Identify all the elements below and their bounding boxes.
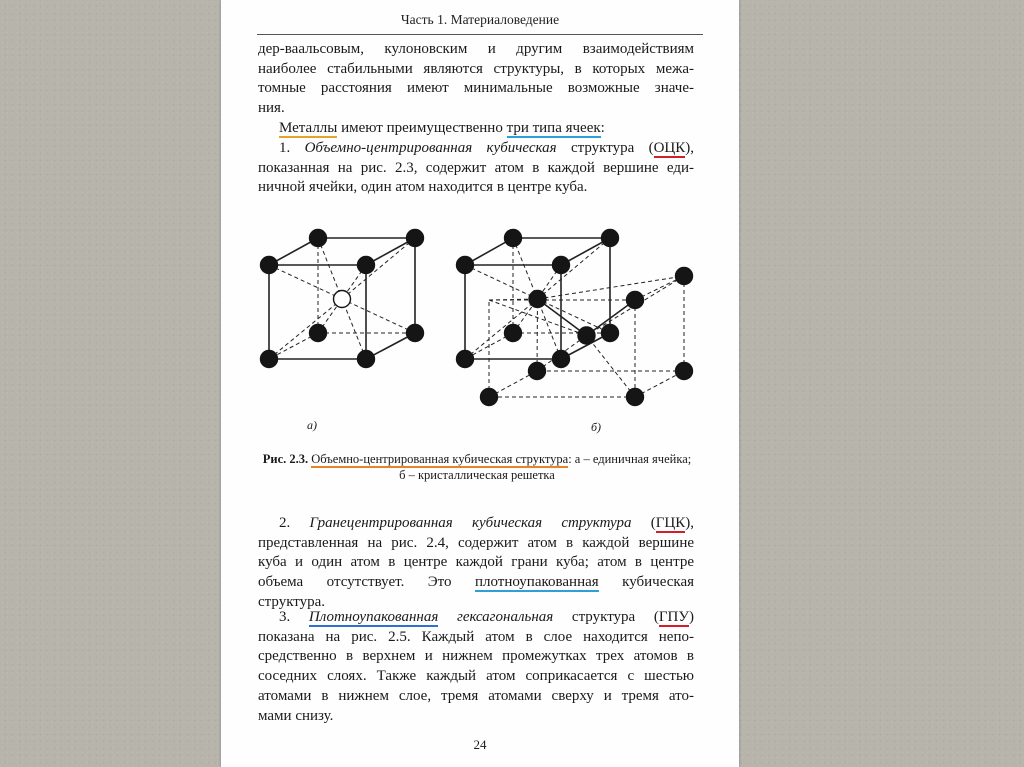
atom	[481, 389, 498, 406]
text-line: соседних слоях. Также каждый атом соприкасается с шестью	[258, 668, 694, 685]
text-fragment: структура (	[556, 140, 654, 156]
atom	[578, 327, 595, 344]
atom	[505, 325, 522, 342]
atom	[602, 325, 619, 342]
caption-title: Объемно-центрированная кубическая структура	[311, 452, 569, 466]
atom	[627, 292, 644, 309]
atom	[505, 230, 522, 247]
abbr-fcc: ГЦК	[655, 515, 686, 531]
body-diagonal	[465, 265, 538, 299]
text-fragment: :	[600, 120, 605, 136]
atom	[553, 257, 570, 274]
figure-caption	[259, 451, 695, 483]
text-line: атомами в нижнем слое, тремя атомами сверху и тремя ато-	[258, 687, 694, 704]
item-hcp	[258, 608, 694, 726]
atom	[358, 257, 375, 274]
text-fragment: структура (	[553, 609, 659, 625]
text-line	[258, 514, 694, 534]
text-line: мами снизу.	[258, 707, 334, 724]
body-diagonal	[342, 238, 415, 299]
body-diagonal	[342, 299, 415, 333]
term-fcc: Гранецентрированная кубическая структура	[309, 515, 632, 531]
text-fragment: объема отсутствует. Это	[258, 574, 475, 591]
body-diagonal	[587, 336, 636, 398]
atom	[261, 257, 278, 274]
atom	[529, 291, 546, 308]
atom	[310, 230, 327, 247]
term-bcc: Объемно-центрированная кубическая	[304, 140, 557, 156]
text-line	[258, 608, 694, 628]
atom	[676, 268, 693, 285]
highlight-metals: Металлы	[279, 120, 338, 136]
text-line	[258, 573, 694, 593]
text-fragment: (	[631, 515, 656, 531]
body-diagonal	[513, 238, 538, 299]
atom	[529, 363, 546, 380]
atom	[457, 351, 474, 368]
text-line: ничной ячейки, один атом находится в центре куба.	[258, 179, 588, 196]
caption-line: б – кристаллическая решетка	[399, 468, 555, 482]
text-line: показана на рис. 2.5. Каждый атом в слое находится непо-	[258, 628, 694, 645]
body-diagonal	[538, 238, 611, 299]
hidden-edge	[537, 299, 538, 371]
atom	[310, 325, 327, 342]
text-line: дер-ваальсовым, кулоновским и другим взаимодействиям	[258, 41, 694, 57]
text-line: наиболее стабильными являются структуры, в которых межа-	[258, 60, 694, 77]
text-fragment: имеют преимущественно	[337, 120, 507, 136]
body-diagonal	[465, 299, 538, 359]
text-line: куба и один атом в центре каждой грани куба; атом в центре	[258, 554, 694, 571]
abbr-hcp: ГПУ	[658, 609, 689, 625]
figure-label-b: б)	[591, 420, 602, 434]
item-number: 1.	[279, 140, 305, 156]
text-line: структура.	[258, 593, 326, 610]
atom	[676, 363, 693, 380]
atom	[407, 325, 424, 342]
atom	[602, 230, 619, 247]
text-fragment: )	[689, 609, 694, 625]
bcc-figure	[221, 0, 739, 440]
text-fragment: ),	[685, 140, 694, 156]
figure-label-a: а)	[307, 418, 317, 432]
book-page	[221, 0, 739, 767]
text-line: средственно в верхнем и нижнем промежутках трех атомов в	[258, 648, 694, 665]
text-line: показанная на рис. 2.3, содержит атом в каждой вершине еди-	[258, 159, 694, 176]
highlight-close-packed: плотноупакованная	[474, 574, 599, 591]
running-header: Часть 1. Материаловедение	[400, 12, 560, 27]
term-close-packed: Плотноупакованная	[308, 609, 439, 625]
highlight-three-types: три типа ячеек	[506, 120, 601, 136]
body-diagonal	[269, 299, 342, 359]
abbr-bcc: ОЦК	[653, 140, 686, 156]
text-line: томные расстояния имеют минимальные возможные значе-	[258, 80, 694, 97]
atom	[627, 389, 644, 406]
item-number: 3.	[279, 609, 309, 625]
term-hexagonal: гексагональная	[438, 609, 554, 625]
atom	[553, 351, 570, 368]
text-line: ния.	[258, 100, 285, 117]
text-line: представленная на рис. 2.4, содержит атом в каждой вершине	[258, 534, 694, 551]
item-number: 2.	[279, 515, 310, 531]
caption-line	[259, 451, 695, 467]
body-diagonal	[269, 265, 342, 299]
caption-ref: Рис. 2.3.	[262, 452, 309, 466]
atom	[457, 257, 474, 274]
atom	[261, 351, 278, 368]
center-atom-hollow	[334, 291, 351, 308]
atom	[407, 230, 424, 247]
page-number: 24	[473, 737, 487, 752]
item-fcc	[258, 514, 694, 613]
atom	[358, 351, 375, 368]
caption-fragment: : а – единичная ячейка;	[568, 452, 692, 466]
text-fragment: ),	[685, 515, 694, 531]
text-fragment: кубическая	[598, 574, 695, 591]
